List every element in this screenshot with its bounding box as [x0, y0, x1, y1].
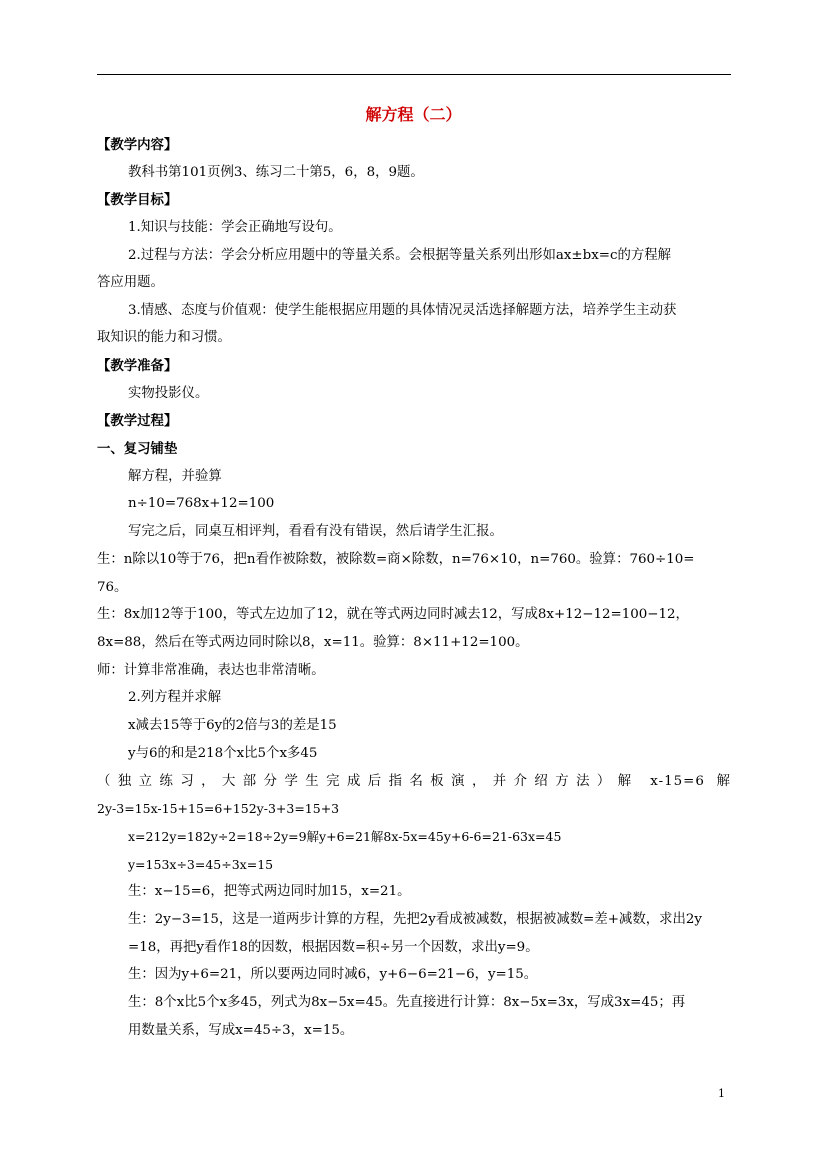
- page-title: 解方程（二）: [365, 105, 462, 124]
- student-answer-line2: 用数量关系，写成x=45÷3，x=15。: [128, 1023, 354, 1038]
- paragraph: 解方程，并验算: [128, 469, 222, 484]
- teacher-comment: 师：计算非常准确，表达也非常清晰。: [97, 663, 325, 678]
- section-heading-prep: 【教学准备】: [97, 358, 178, 374]
- student-answer: 生：x−15=6，把等式两边同时加15，x=21。: [128, 884, 411, 899]
- student-answer-line2: =18，再把y看作18的因数，根据因数=积÷另一个因数，求出y=9。: [128, 940, 539, 955]
- section-heading-process: 【教学过程】: [97, 413, 178, 429]
- goal-2-line2: 答应用题。: [97, 275, 164, 290]
- part-heading-review: 一、复习铺垫: [97, 441, 178, 457]
- prep-text: 实物投影仪。: [128, 386, 209, 401]
- student-answer: 生：因为y+6=21，所以要两边同时减6，y+6−6=21−6，y=15。: [128, 967, 538, 982]
- subheading: 2.列方程并求解: [128, 690, 222, 705]
- content-text: 教科书第101页例3、练习二十第5，6，8，9题。: [128, 165, 424, 180]
- exercise-instruction: （独立练习，大部分学生完成后指名板演，并介绍方法）解 x-15=6 解: [97, 774, 731, 789]
- student-answer-line1: 生：n除以10等于76，把n看作被除数，被除数=商×除数，n=76×10，n=760。验算：760÷10=: [97, 552, 695, 567]
- equation-line: n÷10=768x+12=100: [128, 496, 275, 511]
- student-answer-line1: 生：2y−3=15，这是一道两步计算的方程，先把2y看成被减数，根据被减数=差+减数，求出2y: [128, 912, 702, 927]
- problem-line: x减去15等于6y的2倍与3的差是15: [128, 718, 337, 733]
- student-answer-line2: 76。: [97, 580, 128, 595]
- student-answer-line1: 生：8x加12等于100，等式左边加了12，就在等式两边同时减去12，写成8x+12−12=100−12，: [97, 607, 689, 622]
- section-heading-goals: 【教学目标】: [97, 192, 178, 208]
- paragraph: 写完之后，同桌互相评判，看看有没有错误，然后请学生汇报。: [128, 524, 503, 539]
- problem-line: y与6的和是218个x比5个x多45: [128, 746, 318, 761]
- section-heading-content: 【教学内容】: [97, 137, 178, 153]
- goal-3-line2: 取知识的能力和习惯。: [97, 330, 231, 345]
- student-answer-line1: 生：8个x比5个x多45，列式为8x−5x=45。先直接进行计算：8x−5x=3x，写成3x=45；再: [128, 995, 686, 1010]
- student-answer-line2: 8x=88，然后在等式两边同时除以8，x=11。验算：8×11+12=100。: [97, 635, 529, 650]
- header-rule: [97, 74, 731, 75]
- solution-line: y=153x÷3=45÷3x=15: [128, 857, 274, 872]
- solution-line: x=212y=182y÷2=18÷2y=9解y+6=21解8x-5x=45y+6-6=21-63x=45: [128, 829, 562, 844]
- goal-2-line1: 2.过程与方法：学会分析应用题中的等量关系。会根据等量关系列出形如ax±bx=c的方程解: [128, 248, 672, 263]
- page-number: 1: [718, 1087, 725, 1100]
- solution-line: 2y-3=15x-15+15=6+152y-3+3=15+3: [97, 801, 340, 816]
- goal-3-line1: 3.情感、态度与价值观：使学生能根据应用题的具体情况灵活选择解题方法，培养学生主动获: [128, 303, 677, 318]
- goal-1: 1.知识与技能：学会正确地写设句。: [128, 220, 342, 235]
